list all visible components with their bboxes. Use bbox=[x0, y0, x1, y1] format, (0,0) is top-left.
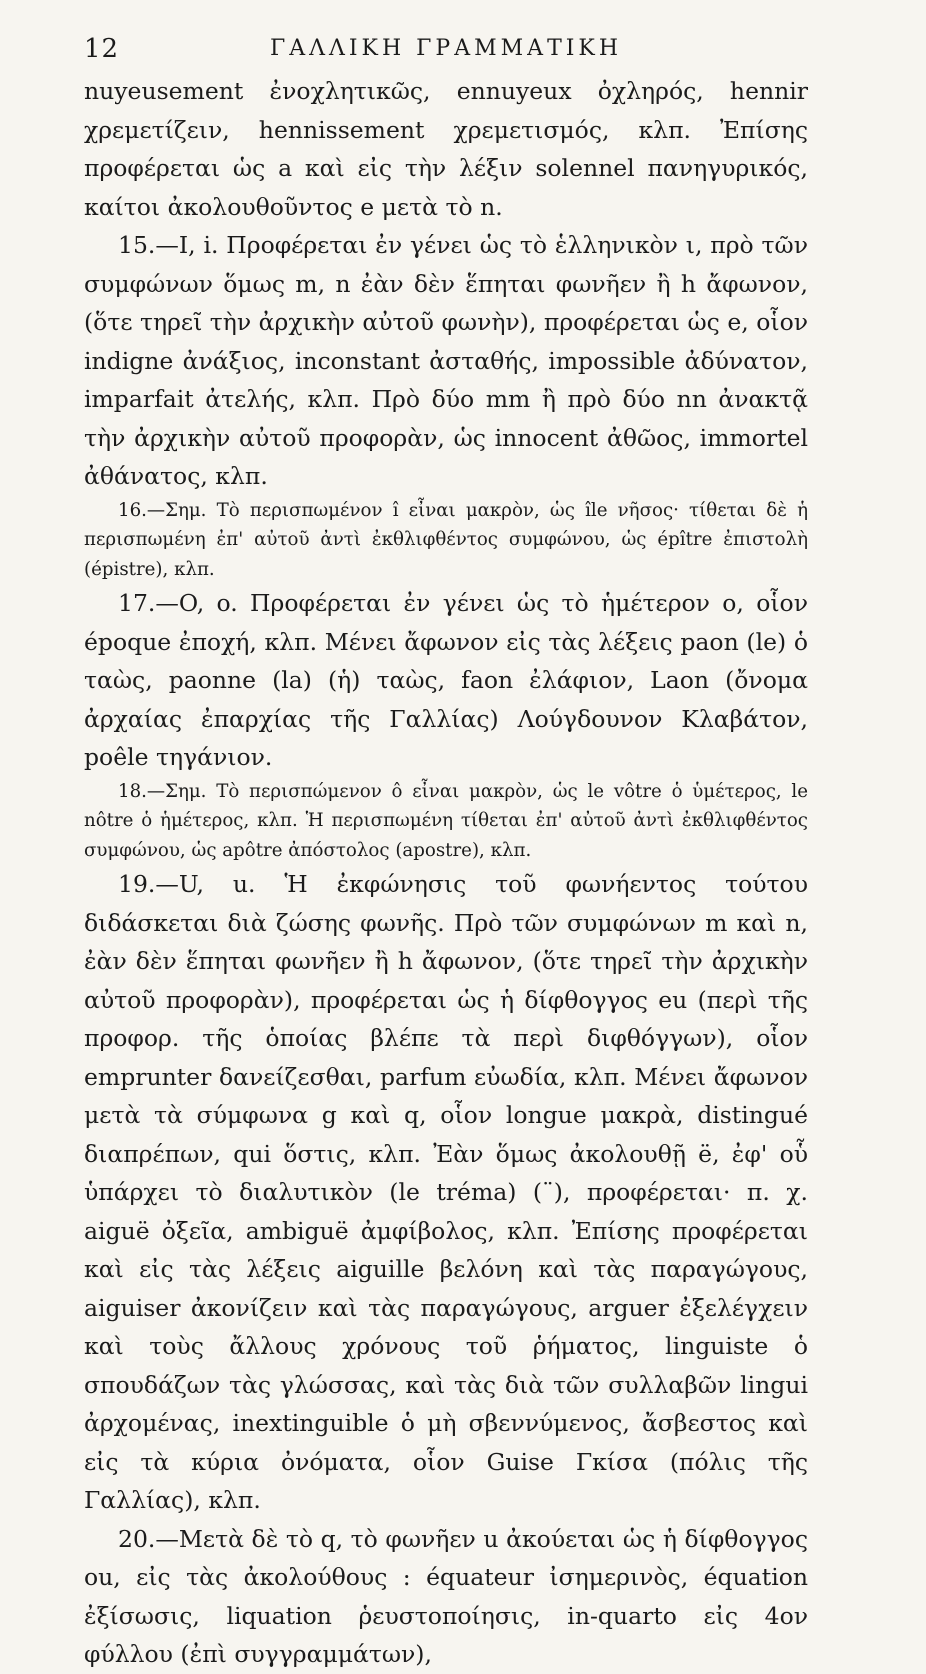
paragraph-15: 15.—I, i. Προφέρεται ἐν γένει ὡς τὸ ἑλληνικὸν ι, πρὸ τῶν συμφώνων ὅμως m, n ἐὰν δὲν ἕπηται φωνῆεν ἢ h ἄφωνον, (ὅτε τηρεῖ τὴν ἀρχικὴν αὐτοῦ φωνὴν), προφέρεται ὡς e, οἷον indigne ἀνάξιος, inconstant ἀσταθής, impossible ἀδύνατον, imparfait ἀτελής, κλπ. Πρὸ δύο mm ἢ πρὸ δύο nn ἀνακτᾷ τὴν ἀρχικὴν αὐτοῦ προφορὰν, ὡς innocent ἀθῶος, immortel ἀθάνατος, κλπ. bbox=[84, 231, 808, 490]
page-number: 12 bbox=[84, 34, 120, 64]
paragraph-18-note: 18.—Σημ. Τὸ περισπώμενον ô εἶναι μακρὸν, ὡς le vôtre ὁ ὑμέτερος, le nôtre ὁ ἡμέτερος, κλπ. Ἡ περισπωμένη τίθεται ἐπ' αὐτοῦ ἀντὶ ἐκθλιφθέντος συμφώνου, ὡς apôtre ἀπόστολος (apostre), κλπ. bbox=[84, 780, 808, 861]
running-title: ΓΑΛΛΙΚΗ ΓΡΑΜΜΑΤΙΚΗ bbox=[269, 36, 623, 61]
paragraph-20: 20.—Μετὰ δὲ τὸ q, τὸ φωνῆεν u ἀκούεται ὡς ἡ δίφθογγος ou, εἰς τὰς ἀκολούθους : équateur ἰσημερινὸς, équation ἐξίσωσις, liquation ῥευστοποίησις, in-quarto εἰς 4ον φύλλου (ἐπὶ συγγραμμάτων), bbox=[84, 1524, 808, 1668]
text-body bbox=[84, 72, 808, 1674]
paragraph-16-note: 16.—Σημ. Τὸ περισπωμένον î εἶναι μακρὸν, ὡς île νῆσος· τίθεται δὲ ἡ περισπωμένη ἐπ' αὐτοῦ ἀντὶ ἐκθλιφθέντος συμφώνου, ὡς épître ἐπιστολὴ (épistre), κλπ. bbox=[84, 499, 808, 580]
paragraph-continued: nuyeusement ἐνοχλητικῶς, ennuyeux ὀχληρός, hennir χρεμετίζειν, hennissement χρεμετισμός, κλπ. Ἐπίσης προφέρεται ὡς a καὶ εἰς τὴν λέξιν solennel πανηγυρικός, καίτοι ἀκολουθοῦντος e μετὰ τὸ n. bbox=[84, 77, 808, 221]
page-header bbox=[84, 34, 808, 70]
paragraph-19: 19.—U, u. Ἡ ἐκφώνησις τοῦ φωνήεντος τούτου διδάσκεται διὰ ζώσης φωνῆς. Πρὸ τῶν συμφώνων m καὶ n, ἐὰν δὲν ἕπηται φωνῆεν ἢ h ἄφωνον, (ὅτε τηρεῖ τὴν ἀρχικὴν αὐτοῦ προφορὰν), προφέρεται ὡς ἡ δίφθογγος eu (περὶ τῆς προφορ. τῆς ὁποίας βλέπε τὰ περὶ διφθόγγων), οἷον emprunter δανείζεσθαι, parfum εὐωδία, κλπ. Μένει ἄφωνον μετὰ τὰ σύμφωνα g καὶ q, οἷον longue μακρὰ, distingué διαπρέπων, qui ὅστις, κλπ. Ἐὰν ὅμως ἀκολουθῇ ë, ἐφ' οὗ ὑπάρχει τὸ διαλυτικὸν (le tréma) (¨), προφέρεται· π. χ. aiguë ὀξεῖα, ambiguë ἀμφίβολος, κλπ. Ἐπίσης προφέρεται καὶ εἰς τὰς λέξεις aiguille βελόνη καὶ τὰς παραγώγους, aiguiser ἀκονίζειν καὶ τὰς παραγώγους, arguer ἐξελέγχειν καὶ τοὺς ἄλλους χρόνους τοῦ ῥήματος, linguiste ὁ σπουδάζων τὰς γλώσσας, καὶ τὰς διὰ τῶν συλλαβῶν lingui ἀρχομένας, inextinguible ὁ μὴ σβεννύμενος, ἄσβεστος καὶ εἰς τὰ κύρια ὀνόματα, οἷον Guise Γκίσα (πόλις τῆς Γαλλίας), κλπ. bbox=[84, 870, 808, 1514]
paragraph-17: 17.—O, o. Προφέρεται ἐν γένει ὡς τὸ ἡμέτερον ο, οἷον époque ἐποχή, κλπ. Μένει ἄφωνον εἰς τὰς λέξεις paon (le) ὁ ταὼς, paonne (la) (ἡ) ταὼς, faon ἐλάφιον, Laon (ὄνομα ἀρχαίας ἐπαρχίας τῆς Γαλλίας) Λούγδουνον Κλαβάτον, poêle τηγάνιον. bbox=[84, 589, 808, 771]
